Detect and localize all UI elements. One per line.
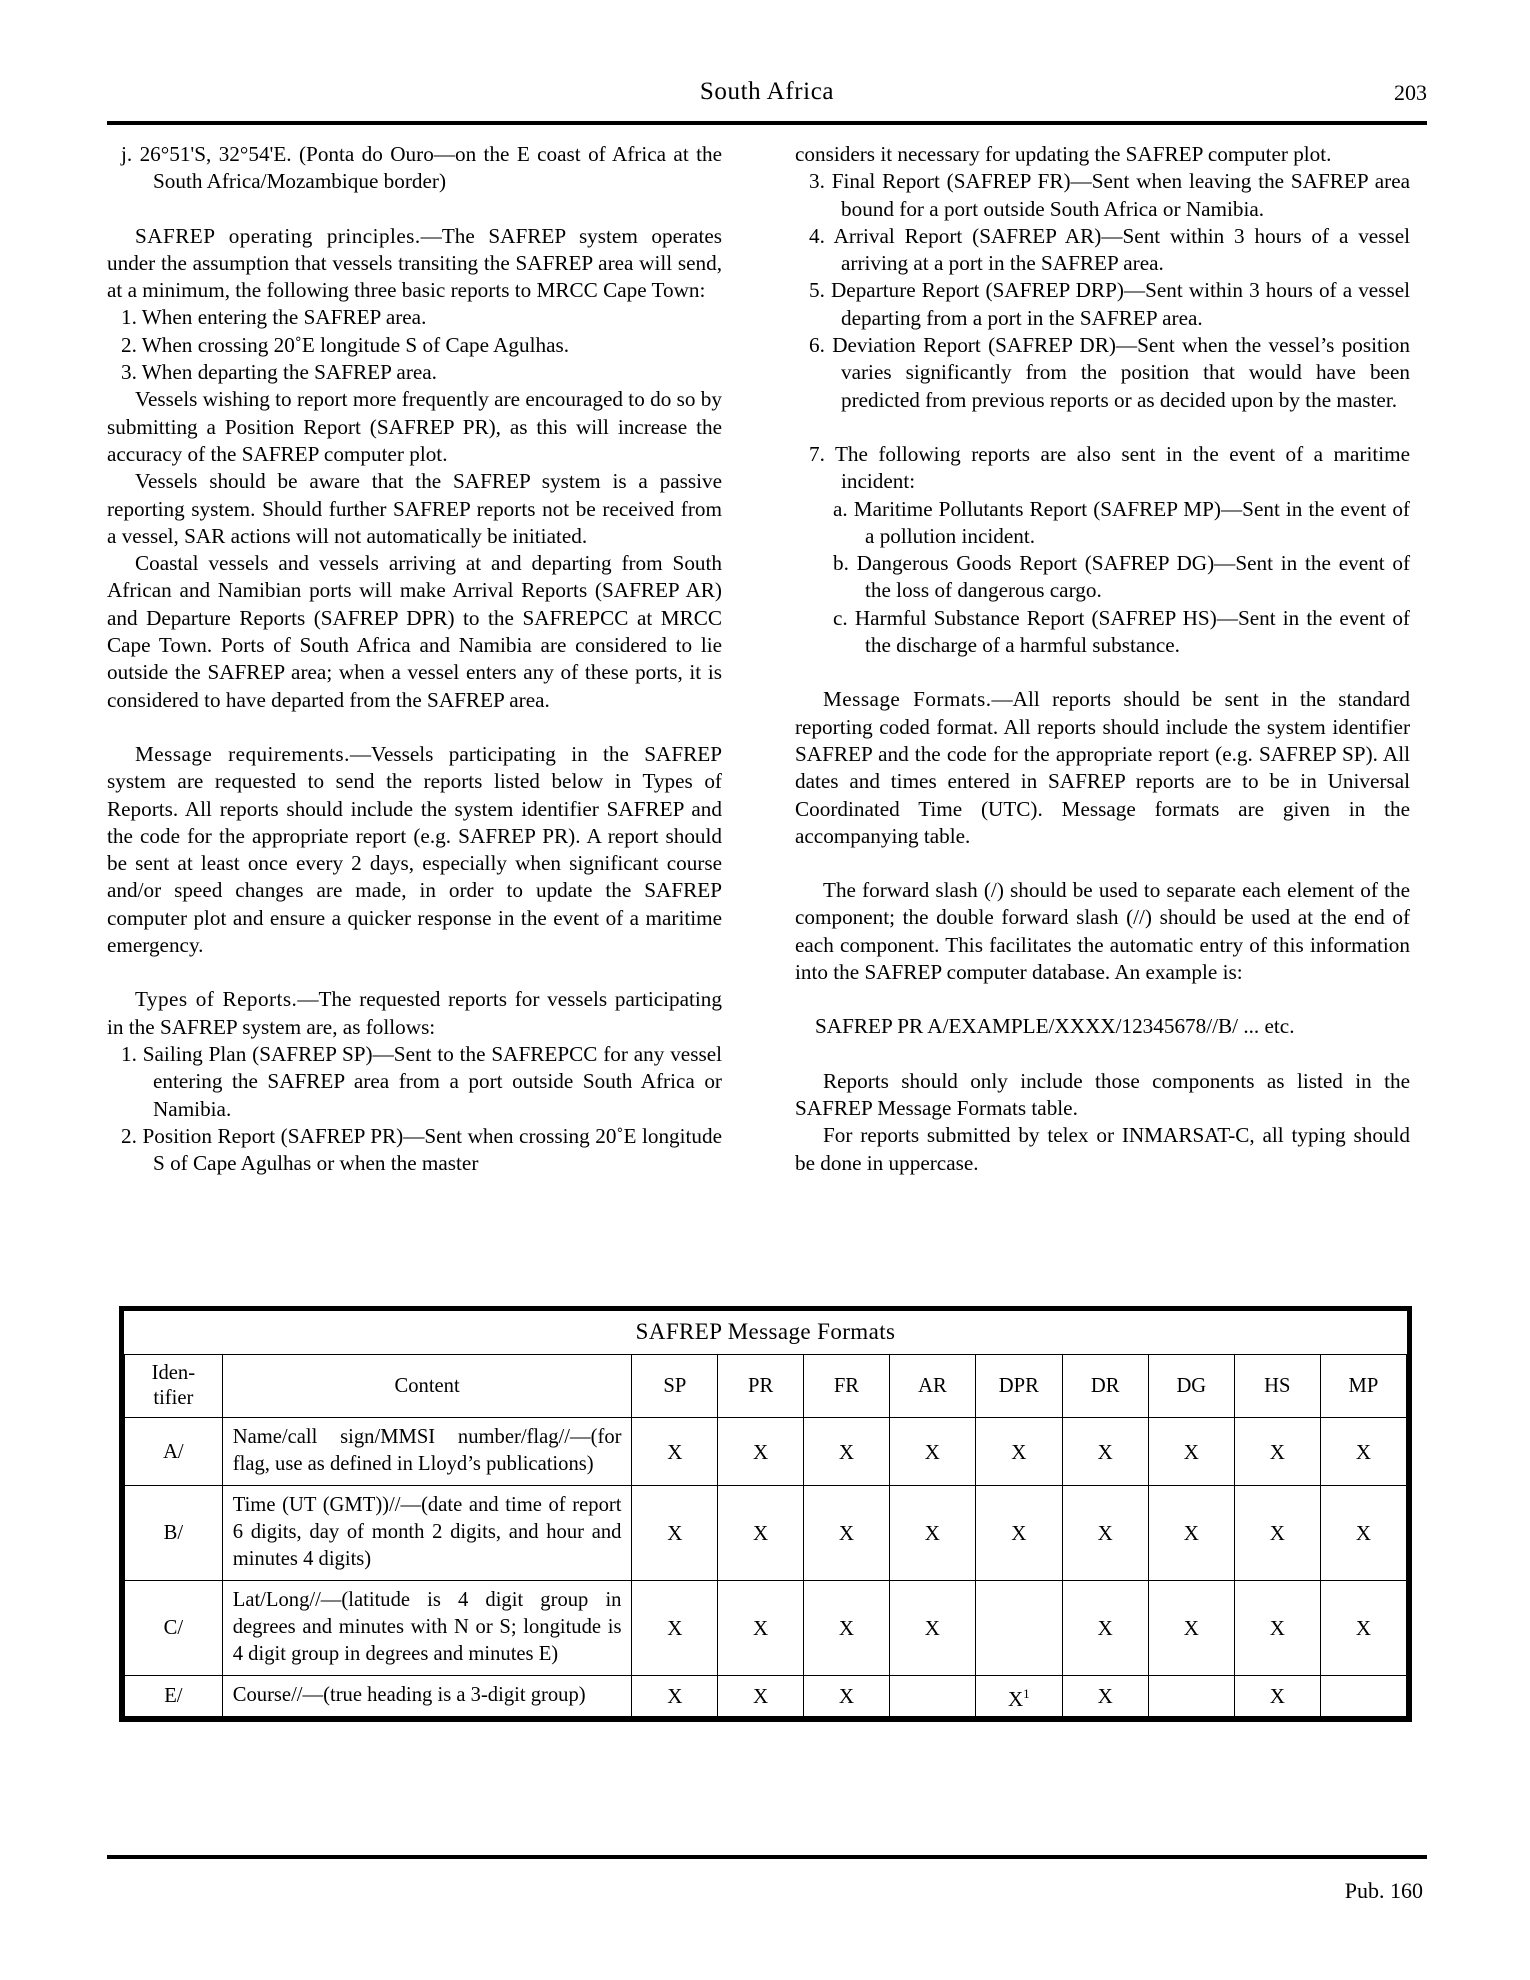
row-mark-mp: [1320, 1676, 1406, 1717]
row-mark-mp: X: [1320, 1486, 1406, 1581]
body-types-of-reports: —The requested reports for vessels participating in the SAFREP system are, as follows:: [107, 987, 722, 1039]
row-mark-dg: X: [1148, 1486, 1234, 1581]
header-code-dg: DG: [1148, 1355, 1234, 1418]
row-mark-fr: X: [804, 1581, 890, 1676]
row-content: Time (UT (GMT))//—(date and time of report 6 digits, day of month 2 digits, and hour and minutes 4 digits): [222, 1486, 632, 1581]
heading-types-of-reports: Types of Reports.: [135, 987, 298, 1012]
paragraph-message-requirements: [107, 741, 722, 959]
heading-message-requirements: Message requirements.: [135, 741, 350, 766]
row-mark-dg: X: [1148, 1581, 1234, 1676]
row-mark-dg: [1148, 1676, 1234, 1717]
row-mark-pr: X: [718, 1486, 804, 1581]
body-operating-principles: —The SAFREP system operates under the assumption that vessels transiting the SAFREP area will send, at a minimum, the following three basic reports to MRCC Cape Town:: [107, 223, 722, 303]
row-mark-mp: X: [1320, 1581, 1406, 1676]
table-row: [125, 1581, 1407, 1676]
row-content: Lat/Long//—(latitude is 4 digit group in degrees and minutes with N or S; longitude is 4 digit group in degrees and minutes E): [222, 1581, 632, 1676]
row-mark-pr: X: [718, 1418, 804, 1486]
row-mark-hs: X: [1234, 1418, 1320, 1486]
header-content: Content: [222, 1355, 632, 1418]
table-row: [125, 1676, 1407, 1717]
paragraph-coastal-vessels: Coastal vessels and vessels arriving at and departing from South African and Namibian ports will make Arrival Reports (SAFREP AR) and Departure Reports (SAFREP DPR) to the SAFREPCC at MRCC Cape Town. Ports of South Africa and Namibia are considered to lie outside the SAFREP area; when a vessel enters any of these ports, it is considered to have departed from the SAFREP area.: [107, 551, 722, 712]
row-mark-sp: X: [632, 1676, 718, 1717]
row-mark-dr: X: [1062, 1581, 1148, 1676]
header-rule: [107, 121, 1427, 125]
paragraph-vessels-aware: Vessels should be aware that the SAFREP system is a passive reporting system. Should further SAFREP reports not be received from a vessel, SAR actions will not automatically be initiated.: [107, 469, 722, 548]
table-title: SAFREP Message Formats: [125, 1311, 1407, 1355]
example-message-line: SAFREP PR A/EXAMPLE/XXXX/12345678//B/ ... etc.: [815, 1014, 1295, 1039]
table-header-row: [125, 1355, 1407, 1418]
row-mark-ar: [889, 1676, 975, 1717]
list-item-principle-3: 3. When departing the SAFREP area.: [121, 360, 437, 385]
paragraph-telex-uppercase: For reports submitted by telex or INMARSAT-C, all typing should be done in uppercase.: [795, 1123, 1410, 1175]
list-item-j: j. 26°51'S, 32°54'E. (Ponta do Ouro—on the E coast of Africa at the South Africa/Mozambique border): [121, 142, 722, 194]
row-content: Course//—(true heading is a 3-digit group): [222, 1676, 632, 1717]
body-message-formats: —All reports should be sent in the standard reporting coded format. All reports should include the system identifier SAFREP and the code for the appropriate report (e.g. SAFREP SP). All dates and times entered in SAFREP reports are to be in Universal Coordinated Time (UTC). Message formats are given in the accompanying table.: [795, 687, 1410, 848]
row-mark-dpr: [975, 1581, 1062, 1676]
list-item-report-5: 5. Departure Report (SAFREP DRP)—Sent within 3 hours of a vessel departing from a port in the SAFREP area.: [809, 278, 1410, 330]
row-mark-hs: X: [1234, 1581, 1320, 1676]
row-mark-ar: X: [889, 1418, 975, 1486]
header-code-pr: PR: [718, 1355, 804, 1418]
header-code-dr: DR: [1062, 1355, 1148, 1418]
row-mark-fr: X: [804, 1486, 890, 1581]
footnote-marker: 1: [1023, 1685, 1030, 1701]
running-head: [107, 78, 1427, 118]
heading-operating-principles: SAFREP operating principles.: [135, 223, 421, 248]
safrep-message-formats-table: [119, 1306, 1412, 1722]
publication-number: Pub. 160: [1344, 1878, 1423, 1903]
row-identifier: C/: [125, 1581, 223, 1676]
heading-message-formats: Message Formats.: [823, 687, 992, 712]
paragraph-report-2-continued: considers it necessary for updating the SAFREP computer plot.: [795, 142, 1332, 166]
paragraph-vessels-wishing: Vessels wishing to report more frequently are encouraged to do so by submitting a Position Report (SAFREP PR), as this will increase the accuracy of the SAFREP computer plot.: [107, 387, 722, 466]
paragraph-types-of-reports: [107, 986, 722, 1041]
paragraph-message-formats: [795, 686, 1410, 850]
header-identifier-line1: Iden-: [151, 1362, 196, 1384]
row-content: Name/call sign/MMSI number/flag//—(for flag, use as defined in Lloyd’s publications): [222, 1418, 632, 1486]
list-item-principle-2: 2. When crossing 20˚E longitude S of Cape Agulhas.: [121, 332, 570, 357]
list-item-report-2: 2. Position Report (SAFREP PR)—Sent when crossing 20˚E longitude S of Cape Agulhas or when the master: [121, 1123, 722, 1176]
row-mark-sp: X: [632, 1418, 718, 1486]
row-mark-ar: X: [889, 1486, 975, 1581]
page-number: 203: [1394, 80, 1427, 105]
row-mark-mp: X: [1320, 1418, 1406, 1486]
header-code-sp: SP: [632, 1355, 718, 1418]
row-mark-pr: X: [718, 1581, 804, 1676]
row-mark-dr: X: [1062, 1676, 1148, 1717]
row-mark-dr: X: [1062, 1486, 1148, 1581]
row-identifier: B/: [125, 1486, 223, 1581]
header-identifier-line2: tifier: [153, 1387, 194, 1409]
header-code-dpr: DPR: [975, 1355, 1062, 1418]
row-mark-fr: X: [804, 1418, 890, 1486]
left-text-column: [107, 141, 722, 1177]
row-mark-dpr: X: [975, 1486, 1062, 1581]
row-mark-dpr: X$^1$: [975, 1676, 1062, 1717]
row-mark-hs: X: [1234, 1676, 1320, 1717]
row-mark-dg: X: [1148, 1418, 1234, 1486]
list-item-report-3: 3. Final Report (SAFREP FR)—Sent when leaving the SAFREP area bound for a port outside South Africa or Namibia.: [809, 169, 1410, 221]
list-item-report-7b: b. Dangerous Goods Report (SAFREP DG)—Sent in the event of the loss of dangerous cargo.: [833, 551, 1410, 603]
list-item-report-7: 7. The following reports are also sent in the event of a maritime incident:: [809, 441, 1410, 494]
page-title: South Africa: [699, 78, 835, 105]
list-item-report-7c: c. Harmful Substance Report (SAFREP HS)—Sent in the event of the discharge of a harmful substance.: [833, 605, 1410, 658]
list-item-principle-1: 1. When entering the SAFREP area.: [121, 305, 427, 330]
paragraph-operating-principles: [107, 223, 722, 305]
header-code-hs: HS: [1234, 1355, 1320, 1418]
row-mark-ar: X: [889, 1581, 975, 1676]
row-mark-dpr: X: [975, 1418, 1062, 1486]
body-message-requirements: —Vessels participating in the SAFREP system are requested to send the reports listed below in Types of Reports. All reports should include the system identifier SAFREP and the code for the appropriate report (e.g. SAFREP PR). A report should be sent at least once every 2 days, especially when significant course and/or speed changes are made, in order to update the SAFREP computer plot and ensure a quicker response in the event of a maritime emergency.: [107, 741, 722, 958]
paragraph-reports-include: Reports should only include those components as listed in the SAFREP Message Formats table.: [795, 1068, 1410, 1120]
list-item-report-6: 6. Deviation Report (SAFREP DR)—Sent when the vessel’s position varies significantly from the position that would have been predicted from previous reports or as decided upon by the master.: [809, 333, 1410, 412]
paragraph-forward-slash: The forward slash (/) should be used to separate each element of the component; the double forward slash (//) should be used at the end of each component. This facilitates the automatic entry of this information into the SAFREP computer database. An example is:: [795, 878, 1410, 985]
header-code-fr: FR: [804, 1355, 890, 1418]
row-identifier: A/: [125, 1418, 223, 1486]
header-identifier: [125, 1355, 223, 1418]
row-identifier: E/: [125, 1676, 223, 1717]
table-row: [125, 1486, 1407, 1581]
footer-rule: [107, 1855, 1427, 1859]
list-item-report-7a: a. Maritime Pollutants Report (SAFREP MP)—Sent in the event of a pollution incident.: [833, 496, 1410, 548]
list-item-report-4: 4. Arrival Report (SAFREP AR)—Sent within 3 hours of a vessel arriving at a port in the SAFREP area.: [809, 223, 1410, 276]
header-code-ar: AR: [889, 1355, 975, 1418]
table-title-row: [125, 1311, 1407, 1355]
row-mark-sp: X: [632, 1486, 718, 1581]
header-code-mp: MP: [1320, 1355, 1406, 1418]
table-row: [125, 1418, 1407, 1486]
list-item-report-1: 1. Sailing Plan (SAFREP SP)—Sent to the SAFREPCC for any vessel entering the SAFREP area from a port outside South Africa or Namibia.: [121, 1041, 722, 1121]
row-mark-fr: X: [804, 1676, 890, 1717]
row-mark-sp: X: [632, 1581, 718, 1676]
row-mark-pr: X: [718, 1676, 804, 1717]
row-mark-dr: X: [1062, 1418, 1148, 1486]
row-mark-hs: X: [1234, 1486, 1320, 1581]
right-text-column: [795, 141, 1410, 1177]
